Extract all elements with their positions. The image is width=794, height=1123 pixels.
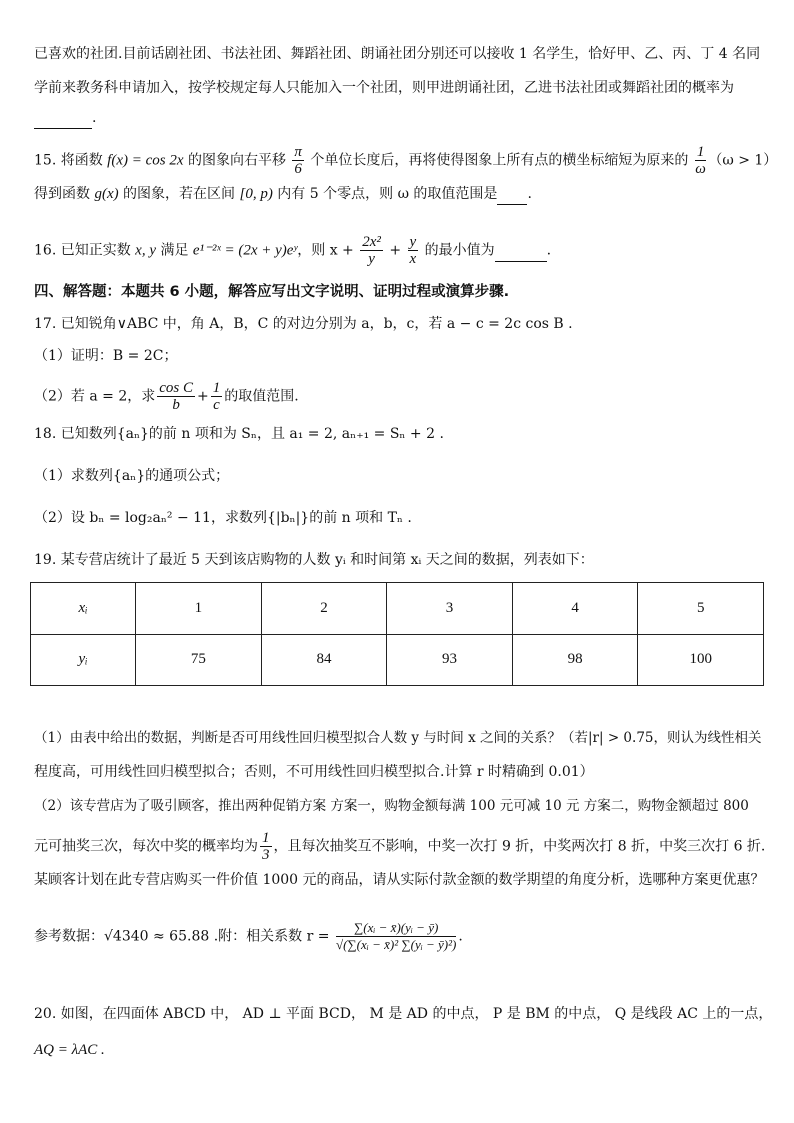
- q20-line1: 20. 如图，在四面体 ABCD 中， AD ⊥ 平面 BCD， M 是 AD 的中点， P 是 BM 的中点， Q 是线段 AC 上的一点，: [34, 1006, 773, 1022]
- fraction: [360, 234, 383, 267]
- q15-text: 内有 5 个零点，则 ω 的取值范围是: [272, 186, 498, 202]
- fraction: [157, 380, 195, 413]
- numerator: 2x²: [362, 234, 381, 250]
- denominator: 6: [294, 161, 302, 177]
- numerator: 1: [262, 830, 270, 846]
- q19-part1-b: 程度高，可用线性回归模型拟合；否则，不可用线性回归模型拟合.计算 r 时精确到 0.01）: [34, 764, 594, 780]
- q19-text: 参考数据：√4340 ≈ 65.88 .附：相关系数 r =: [34, 928, 334, 945]
- table-cell: 75: [136, 634, 262, 686]
- answer-blank: [497, 184, 527, 205]
- q15-interval: [0, p): [239, 186, 273, 202]
- q18-part1: （1）求数列{aₙ}的通项公式；: [34, 468, 230, 484]
- section-heading: 四、解答题：本题共 6 小题，解答应写出文字说明、证明过程或演算步骤.: [34, 284, 510, 300]
- table-cell: 2: [261, 583, 387, 635]
- fraction-one-third: [260, 830, 272, 863]
- table-cell: 93: [387, 634, 513, 686]
- denominator: ω: [695, 161, 706, 177]
- numerator: 1: [696, 144, 705, 160]
- table-cell: 100: [638, 634, 764, 686]
- table-cell: 1: [136, 583, 262, 635]
- q15-condition: （ω > 1）: [708, 152, 778, 169]
- q17-text: 的取值范围.: [224, 388, 299, 405]
- correlation-formula: [336, 920, 456, 953]
- period: .: [458, 928, 463, 945]
- q19-line1: 19. 某专营店统计了最近 5 天到该店购物的人数 yᵢ 和时间第 xᵢ 天之间的数据，列表如下：: [34, 552, 594, 568]
- answer-blank: [495, 241, 547, 262]
- q16-text: 满足: [156, 242, 193, 259]
- table-row-x: [31, 583, 764, 635]
- q17-part1: （1）证明：B = 2C；: [34, 348, 178, 364]
- q16-line: [34, 234, 551, 267]
- table-cell: 4: [512, 583, 638, 635]
- table-cell: 3: [387, 583, 513, 635]
- q15-text: 个单位长度后，再将使得图象上所有点的横坐标缩短为原来的: [305, 152, 693, 169]
- q19-part2-b: [34, 830, 765, 863]
- q17-line1: 17. 已知锐角∨ABC 中，角 A，B，C 的对边分别为 a，b，c，若 a − c = 2c cos B .: [34, 316, 573, 332]
- q19-part1-a: （1）由表中给出的数据，判断是否可用线性回归模型拟合人数 y 与时间 x 之间的关系？（若|r| > 0.75，则认为线性相关: [34, 730, 762, 746]
- answer-blank-line: [34, 108, 96, 129]
- q15-text: 的图象，若在区间: [118, 186, 240, 202]
- q19-text: 元可抽奖三次，每次中奖的概率均为: [34, 838, 258, 855]
- q18-line1: 18. 已知数列{aₙ}的前 n 项和为 Sₙ，且 a₁ = 2, aₙ₊₁ = Sₙ + 2 .: [34, 426, 444, 442]
- denominator: 3: [262, 847, 270, 863]
- q17-part2: [34, 380, 299, 413]
- q19-text: ，且每次抽奖互不影响，中奖一次打 9 折，中奖两次打 8 折，中奖三次打 6 折.: [273, 838, 766, 855]
- numerator: y: [409, 234, 417, 250]
- q19-reference: [34, 920, 463, 953]
- fraction: [211, 380, 223, 413]
- q15-g: g(x): [94, 186, 119, 202]
- numerator: π: [294, 144, 302, 160]
- fraction: [408, 234, 419, 267]
- table-row-y: [31, 634, 764, 686]
- q15-function: f(x) = cos 2x: [107, 152, 184, 169]
- q16-text: 的最小值为: [420, 242, 495, 259]
- q16-text: ，则 x +: [297, 242, 359, 259]
- q15-text: 15. 将函数: [34, 152, 108, 169]
- period: .: [92, 110, 97, 126]
- q19-part2-a: （2）该专营店为了吸引顾客，推出两种促销方案 方案一，购物金额每满 100 元可减 10 元 方案二，购物金额超过 800: [34, 798, 749, 814]
- numerator: 1: [212, 380, 221, 396]
- numerator: cos C: [159, 380, 193, 396]
- text-line: 已喜欢的社团.目前话剧社团、书法社团、舞蹈社团、朗诵社团分别还可以接收 1 名学生，恰好甲、乙、丙、丁 4 名同: [34, 46, 761, 62]
- q15-line1: [34, 144, 777, 177]
- table-cell: 84: [261, 634, 387, 686]
- numerator: ∑(xᵢ − x̄)(yᵢ − ȳ): [336, 920, 456, 937]
- plus: +: [384, 242, 406, 259]
- denominator: c: [213, 397, 220, 413]
- q15-line2: [34, 184, 532, 205]
- table-cell: yᵢ: [31, 634, 136, 686]
- q19-part2-c: 某顾客计划在此专营店购买一件价值 1000 元的商品，请从实际付款金额的数学期望的角度分析，选哪种方案更优惠？: [34, 872, 765, 888]
- text-line: 学前来教务科申请加入，按学校规定每人只能加入一个社团，则甲进朗诵社团，乙进书法社团或舞蹈社团的概率为: [34, 80, 734, 96]
- period: .: [546, 242, 552, 259]
- q20-line2: AQ = λAC .: [34, 1042, 105, 1058]
- table-cell: 98: [512, 634, 638, 686]
- denominator: x: [409, 251, 417, 267]
- q17-text: （2）若 a = 2，求: [34, 388, 156, 405]
- period: .: [527, 186, 532, 202]
- answer-blank: [34, 108, 92, 129]
- q15-text: 的图象向右平移: [183, 152, 291, 169]
- q16-equation: e¹⁻²ˣ = (2x + y)eʸ: [192, 242, 298, 259]
- q18-part2: （2）设 bₙ = log₂aₙ² − 11，求数列{|bₙ|}的前 n 项和 Tₙ .: [34, 510, 412, 526]
- table-cell: xᵢ: [31, 583, 136, 635]
- data-table: [30, 582, 764, 686]
- q16-text: 16. 已知正实数: [34, 242, 136, 259]
- denominator: b: [172, 397, 180, 413]
- table-cell: 5: [638, 583, 764, 635]
- q15-text: 得到函数: [34, 186, 95, 202]
- denominator: y: [368, 251, 375, 267]
- fraction-one-over-omega: [695, 144, 707, 177]
- fraction-pi-over-6: [292, 144, 304, 177]
- plus: +: [197, 388, 209, 405]
- denominator: √(∑(xᵢ − x̄)² ∑(yᵢ − ȳ)²): [335, 937, 457, 952]
- q16-vars: x, y: [135, 242, 156, 259]
